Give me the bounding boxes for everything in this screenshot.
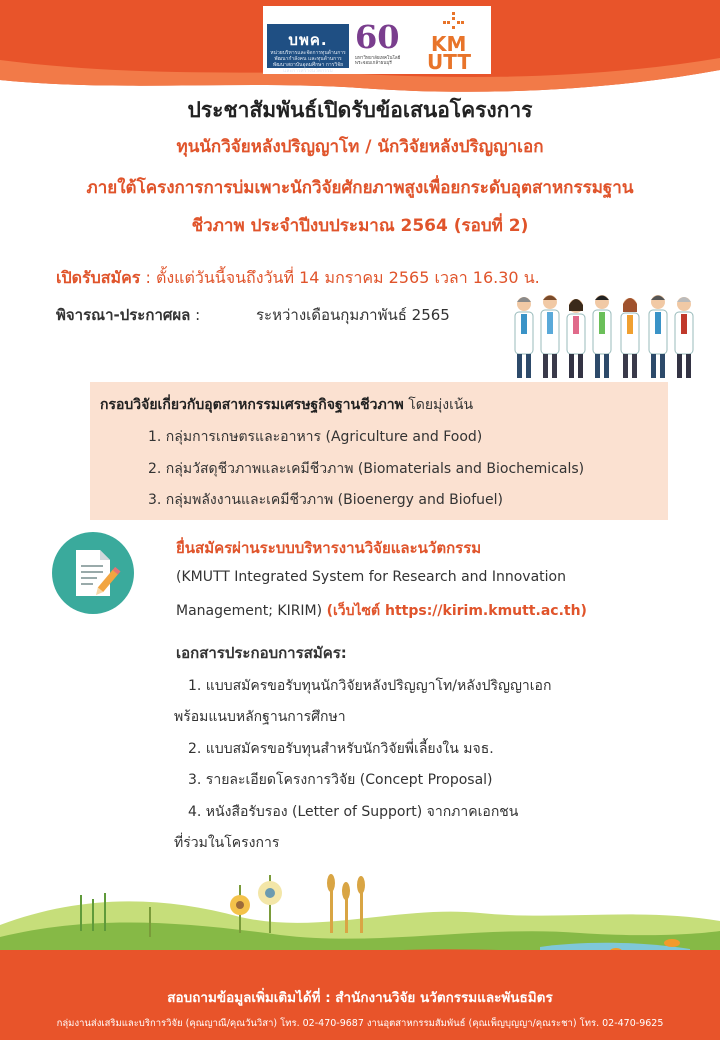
subtitle-line-2: ภายใต้โครงการการบ่มเพาะนักวิจัยศักยภาพสูงเพื่อยกระดับอุตสาหกรรมฐาน: [86, 178, 634, 198]
application-period-label: เปิดรับสมัคร: [56, 268, 141, 287]
submission-website-line: [176, 600, 587, 622]
kmutt-logo: [421, 16, 483, 72]
landscape-illustration: [0, 855, 720, 955]
application-period: [56, 266, 540, 291]
kmutt-logo-bottom: UTT: [427, 50, 471, 74]
submission-heading: ยื่นสมัครผ่านระบบบริหารงานวิจัยและนวัตกรรม: [176, 539, 482, 557]
document-item: 3. รายละเอียดโครงการวิจัย (Concept Proposal): [188, 772, 493, 788]
framework-item: 2. กลุ่มวัสดุชีวภาพและเคมีชีวภาพ (Biomaterials and Biochemicals): [148, 461, 585, 477]
submission-system-line: (KMUTT Integrated System for Research and Innovation: [176, 569, 566, 585]
dots-icon: [443, 12, 465, 34]
document-item-continued: ที่ร่วมในโครงการ: [174, 835, 280, 851]
page-title: ประชาสัมพันธ์เปิดรับข้อเสนอโครงการ: [187, 98, 533, 122]
kmutt-60-logo: [355, 18, 413, 70]
framework-heading-bold: กรอบวิจัยเกี่ยวกับอุตสาหกรรมเศรษฐกิจฐานชีวภาพ: [100, 397, 404, 413]
documents-heading: เอกสารประกอบการสมัคร:: [176, 644, 347, 662]
document-item: 2. แบบสมัครขอรับทุนสำหรับนักวิจัยพี่เลี้ยงใน มจธ.: [188, 741, 494, 757]
kmutt-logo-top: KM: [431, 32, 467, 56]
submission-system-name: Management; KIRIM): [176, 603, 327, 619]
research-framework-box: [90, 382, 668, 520]
contact-heading: สอบถามข้อมูลเพิ่มเติมได้ที่ : สำนักงานวิจัย นวัตกรรมและพันธมิตร: [167, 990, 553, 1006]
scientists-illustration: [510, 292, 700, 382]
document-item: 1. แบบสมัครขอรับทุนนักวิจัยหลังปริญญาโท/หลังปริญญาเอก: [188, 678, 552, 694]
document-item-continued: พร้อมแนบหลักฐานการศึกษา: [174, 709, 346, 725]
announcement-value: ระหว่างเดือนกุมภาพันธ์ 2565: [256, 306, 450, 324]
document-edit-icon: [52, 532, 134, 614]
application-period-value: : ตั้งแต่วันนี้จนถึงวันที่ 14 มกราคม 2565 เวลา 16.30 น.: [140, 268, 540, 287]
sixty-number: 60: [355, 18, 400, 56]
contact-phones: กลุ่มงานส่งเสริมและบริการวิจัย (คุณญาณี/คุณวันวิสา) โทร. 02-470-9687 งานอุตสาหกรรมสัมพันธ์ (คุณเพ็ญบุญญา/คุณระชา) โทร. 02-470-9625: [56, 1018, 664, 1029]
subtitle-line-3: ชีวภาพ ประจำปีงบประมาณ 2564 (รอบที่ 2): [191, 216, 529, 236]
framework-heading: [100, 394, 473, 416]
announcement-label: พิจารณา-ประกาศผล: [56, 306, 191, 324]
announcement-period: [56, 303, 450, 327]
subtitle-line-1: ทุนนักวิจัยหลังปริญญาโท / นักวิจัยหลังปริญญาเอก: [176, 137, 544, 157]
footer-wave: [0, 944, 720, 964]
framework-item: 1. กลุ่มการเกษตรและอาหาร (Agriculture and Food): [148, 429, 483, 445]
bpk-logo: [267, 24, 349, 74]
document-item: 4. หนังสือรับรอง (Letter of Support) จากภาคเอกชน: [188, 804, 519, 820]
website-link[interactable]: (เว็บไซต์ https://kirim.kmutt.ac.th): [326, 603, 587, 619]
bpk-logo-name: บพค.: [288, 31, 328, 49]
framework-item: 3. กลุ่มพลังงานและเคมีชีวภาพ (Bioenergy and Biofuel): [148, 492, 504, 508]
sixty-caption: มหาวิทยาลัยเทคโนโลยีพระจอมเกล้าธนบุรี: [355, 56, 401, 66]
bpk-logo-caption: หน่วยบริหารและจัดการทุนด้านการพัฒนากำลังคน และทุนด้านการพัฒนาสถาบันอุดมศึกษา การวิจัยและการสร้างนวัตกรรม: [270, 50, 346, 74]
announcement-separator: :: [190, 306, 201, 324]
logo-strip: [263, 6, 491, 74]
framework-heading-rest: โดยมุ่งเน้น: [403, 397, 474, 413]
